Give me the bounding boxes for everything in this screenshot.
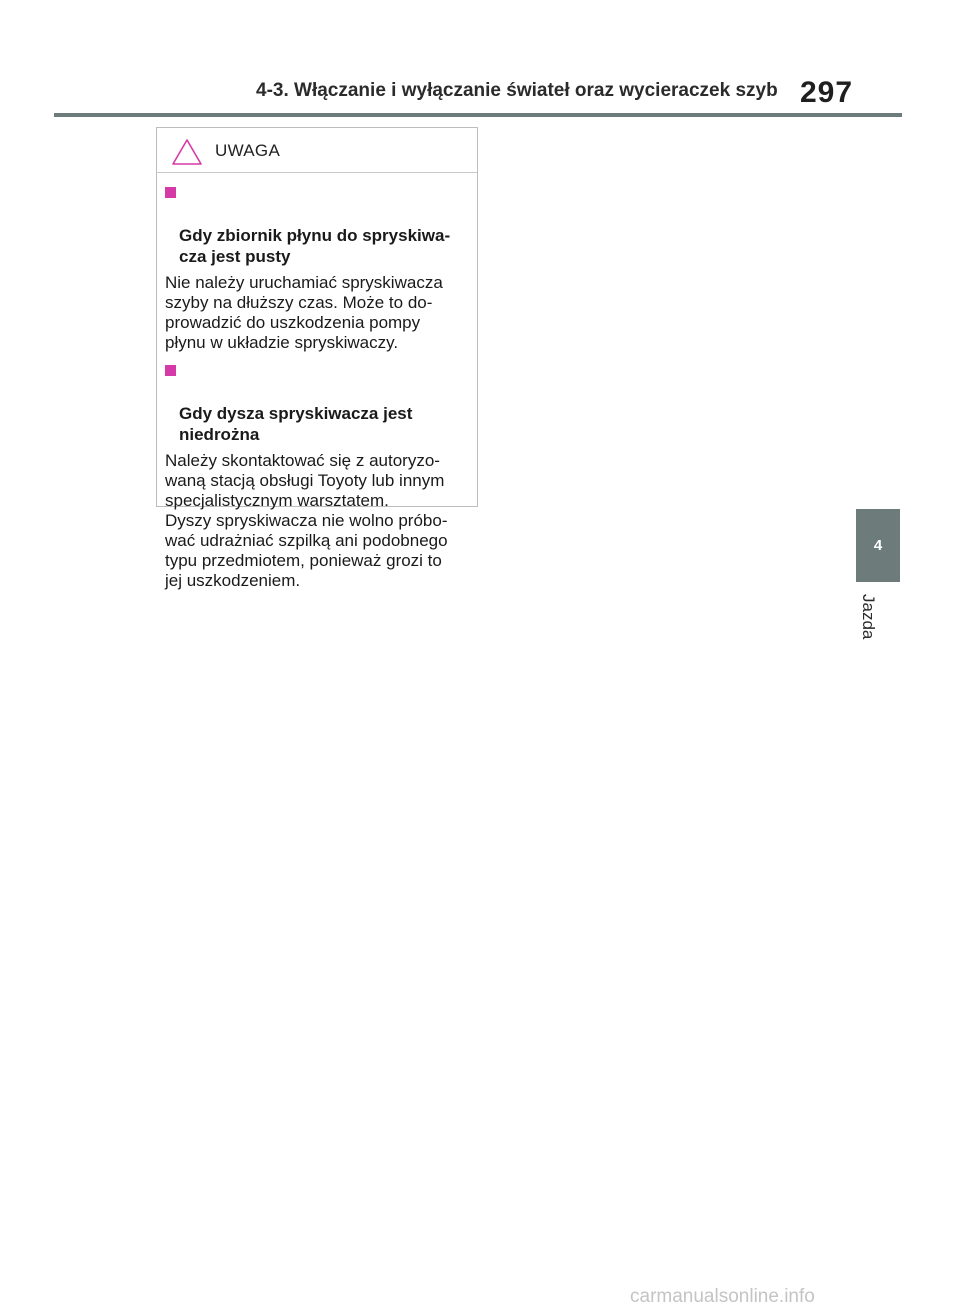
header-divider <box>54 113 902 117</box>
chapter-tab[interactable] <box>856 509 900 582</box>
warning-triangle-icon <box>171 138 203 166</box>
warning-subheading-blocked-nozzle <box>165 361 471 445</box>
warning-paragraph: Należy skontaktować się z autoryzo- waną stacją obsługi Toyoty lub innym specjalistycznym warsztatem. Dyszy spryskiwacza nie wolno próbo- wać udrażniać szpilką ani podobnego typu przedmiotem, ponieważ grozi to jej uszkodzeniem. <box>165 451 448 590</box>
watermark: carmanualsonline.info <box>630 1286 815 1307</box>
bullet-square-icon <box>165 187 176 198</box>
warning-paragraph: Nie należy uruchamiać spryskiwacza szyby na dłuższy czas. Może to do- prowadzić do uszkodzenia pompy płynu w układzie spryskiwaczy. <box>165 273 443 352</box>
warning-body <box>157 173 477 591</box>
subheading-text: Gdy zbiornik płynu do spryskiwa- cza jest pusty <box>179 226 451 266</box>
warning-box <box>156 127 478 590</box>
warning-subheading-empty-reservoir <box>165 183 471 267</box>
warning-label: UWAGA <box>215 141 281 160</box>
chapter-number: 4 <box>873 537 883 554</box>
bullet-square-icon <box>165 365 176 376</box>
chapter-label: Jazda <box>859 594 878 640</box>
warning-header <box>157 128 477 173</box>
section-title: 4-3. Włączanie i wyłączanie świateł oraz wycieraczek szyb <box>256 80 778 101</box>
page-number: 297 <box>800 76 854 109</box>
subheading-text: Gdy dysza spryskiwacza jest niedrożna <box>179 404 413 444</box>
